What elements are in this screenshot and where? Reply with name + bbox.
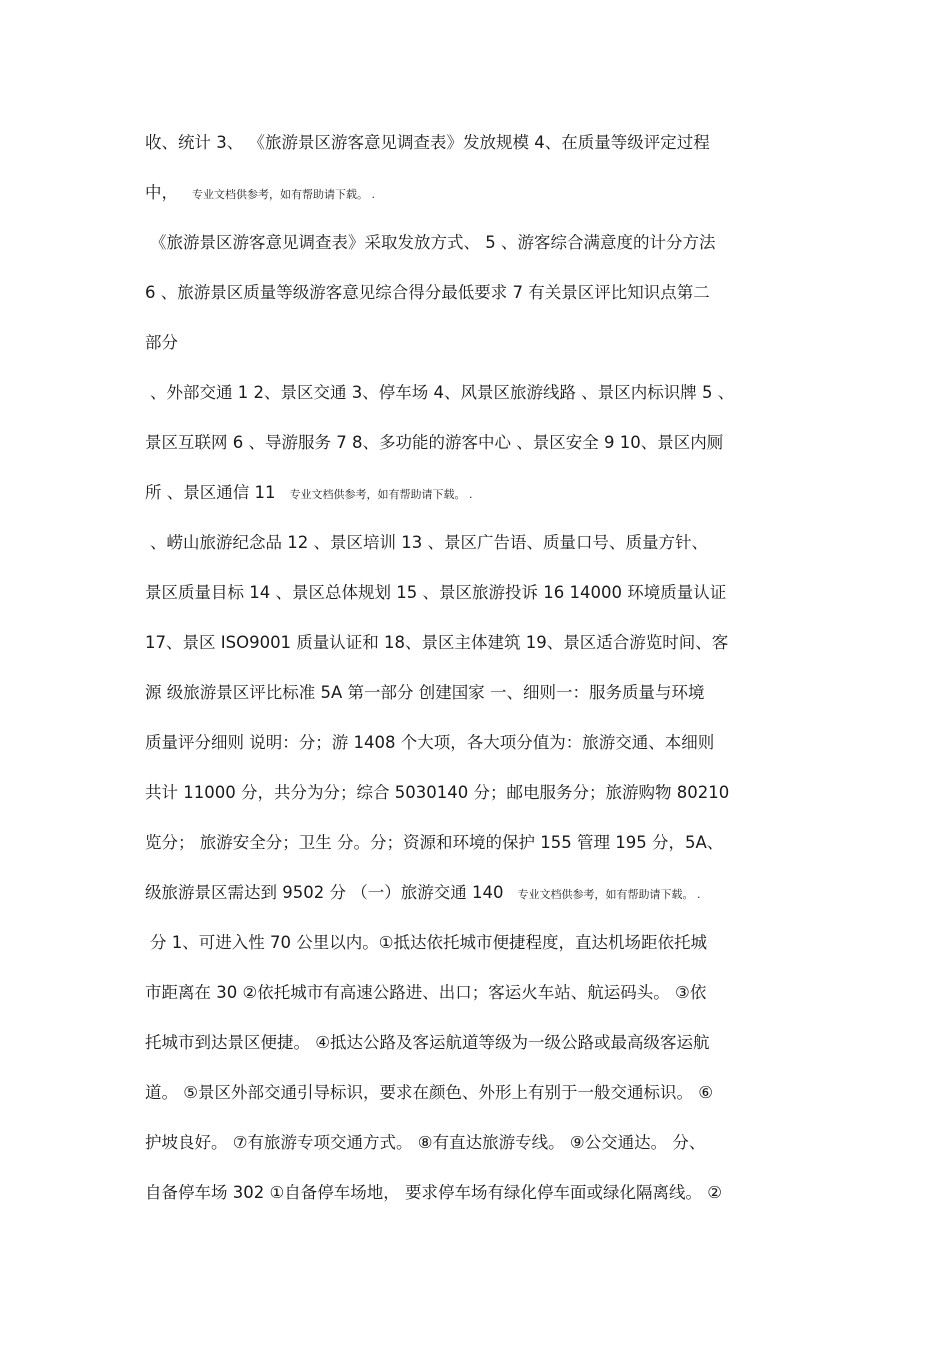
text-line xyxy=(150,229,830,257)
text-line xyxy=(145,179,825,207)
text-line xyxy=(145,479,825,507)
text-line xyxy=(145,579,825,607)
footer-note: 专业文档供参考，如有帮助请下载。 . xyxy=(192,188,375,201)
line-text: 级旅游景区需达到 9502 分 （一）旅游交通 140 xyxy=(145,883,504,902)
line-text: 道。 ⑤景区外部交通引导标识，要求在颜色、外形上有别于一般交通标识。 ⑥ xyxy=(145,1083,714,1102)
line-text: 景区互联网 6 、导游服务 7 8、多功能的游客中心 、景区安全 9 10、景区内厕 xyxy=(145,433,724,452)
footer-note: 专业文档供参考，如有帮助请下载。 . xyxy=(517,888,701,901)
line-text: 源 级旅游景区评比标准 5A 第一部分 创建国家 一、细则一：服务质量与环境 xyxy=(145,683,705,702)
text-line xyxy=(150,379,830,407)
text-line xyxy=(150,929,830,957)
text-line xyxy=(145,829,825,857)
text-line xyxy=(145,729,825,757)
line-text: 所 、景区通信 11 xyxy=(145,483,276,502)
line-text: 共计 11000 分，共分为分；综合 5030140 分；邮电服务分；旅游购物 80210 xyxy=(145,783,730,802)
text-line xyxy=(145,129,825,157)
line-text: 17、景区 ISO9001 质量认证和 18、景区主体建筑 19、景区适合游览时间、客 xyxy=(145,633,729,652)
line-text: 收、统计 3、 《旅游景区游客意见调查表》发放规模 4、在质量等级评定过程 xyxy=(145,133,710,152)
footer-note: 专业文档供参考，如有帮助请下载。 . xyxy=(289,488,473,501)
text-line xyxy=(145,979,825,1007)
text-line xyxy=(145,1129,825,1157)
line-text: 景区质量目标 14 、景区总体规划 15 、景区旅游投诉 16 14000 环境质量认证 xyxy=(145,583,727,602)
text-line xyxy=(145,279,825,307)
line-text: 市距离在 30 ②依托城市有高速公路进、出口；客运火车站、航运码头。 ③依 xyxy=(145,983,707,1002)
line-text: 自备停车场 302 ①自备停车场地， 要求停车场有绿化停车面或绿化隔离线。 ② xyxy=(145,1183,723,1202)
text-line xyxy=(145,1079,825,1107)
line-text: 览分； 旅游安全分；卫生 分。分；资源和环境的保护 155 管理 195 分，5A、 xyxy=(145,833,724,852)
text-line xyxy=(145,879,825,907)
text-line xyxy=(145,629,825,657)
text-line xyxy=(145,329,825,357)
text-line xyxy=(145,1179,825,1207)
line-text: 《旅游景区游客意见调查表》采取发放方式、 5 、游客综合满意度的计分方法 xyxy=(150,233,716,252)
line-text: 护坡良好。 ⑦有旅游专项交通方式。 ⑧有直达旅游专线。 ⑨公交通达。 分、 xyxy=(145,1133,706,1152)
line-text: 中， xyxy=(145,183,178,202)
line-text: 、外部交通 1 2、景区交通 3、停车场 4、风景区旅游线路 、景区内标识牌 5 、 xyxy=(150,383,735,402)
line-text: 、崂山旅游纪念品 12 、景区培训 13 、景区广告语、质量口号、质量方针、 xyxy=(150,533,708,552)
text-line xyxy=(145,1029,825,1057)
text-line xyxy=(145,779,825,807)
line-text: 质量评分细则 说明：分；游 1408 个大项，各大项分值为：旅游交通、本细则 xyxy=(145,733,715,752)
line-text: 部分 xyxy=(145,333,178,352)
text-line xyxy=(145,679,825,707)
line-text: 托城市到达景区便捷。 ④抵达公路及客运航道等级为一级公路或最高级客运航 xyxy=(145,1033,710,1052)
line-text: 分 1、可进入性 70 公里以内。①抵达依托城市便捷程度，直达机场距依托城 xyxy=(150,933,708,952)
text-line xyxy=(145,429,825,457)
line-text: 6 、旅游景区质量等级游客意见综合得分最低要求 7 有关景区评比知识点第二 xyxy=(145,283,710,302)
text-line xyxy=(150,529,830,557)
